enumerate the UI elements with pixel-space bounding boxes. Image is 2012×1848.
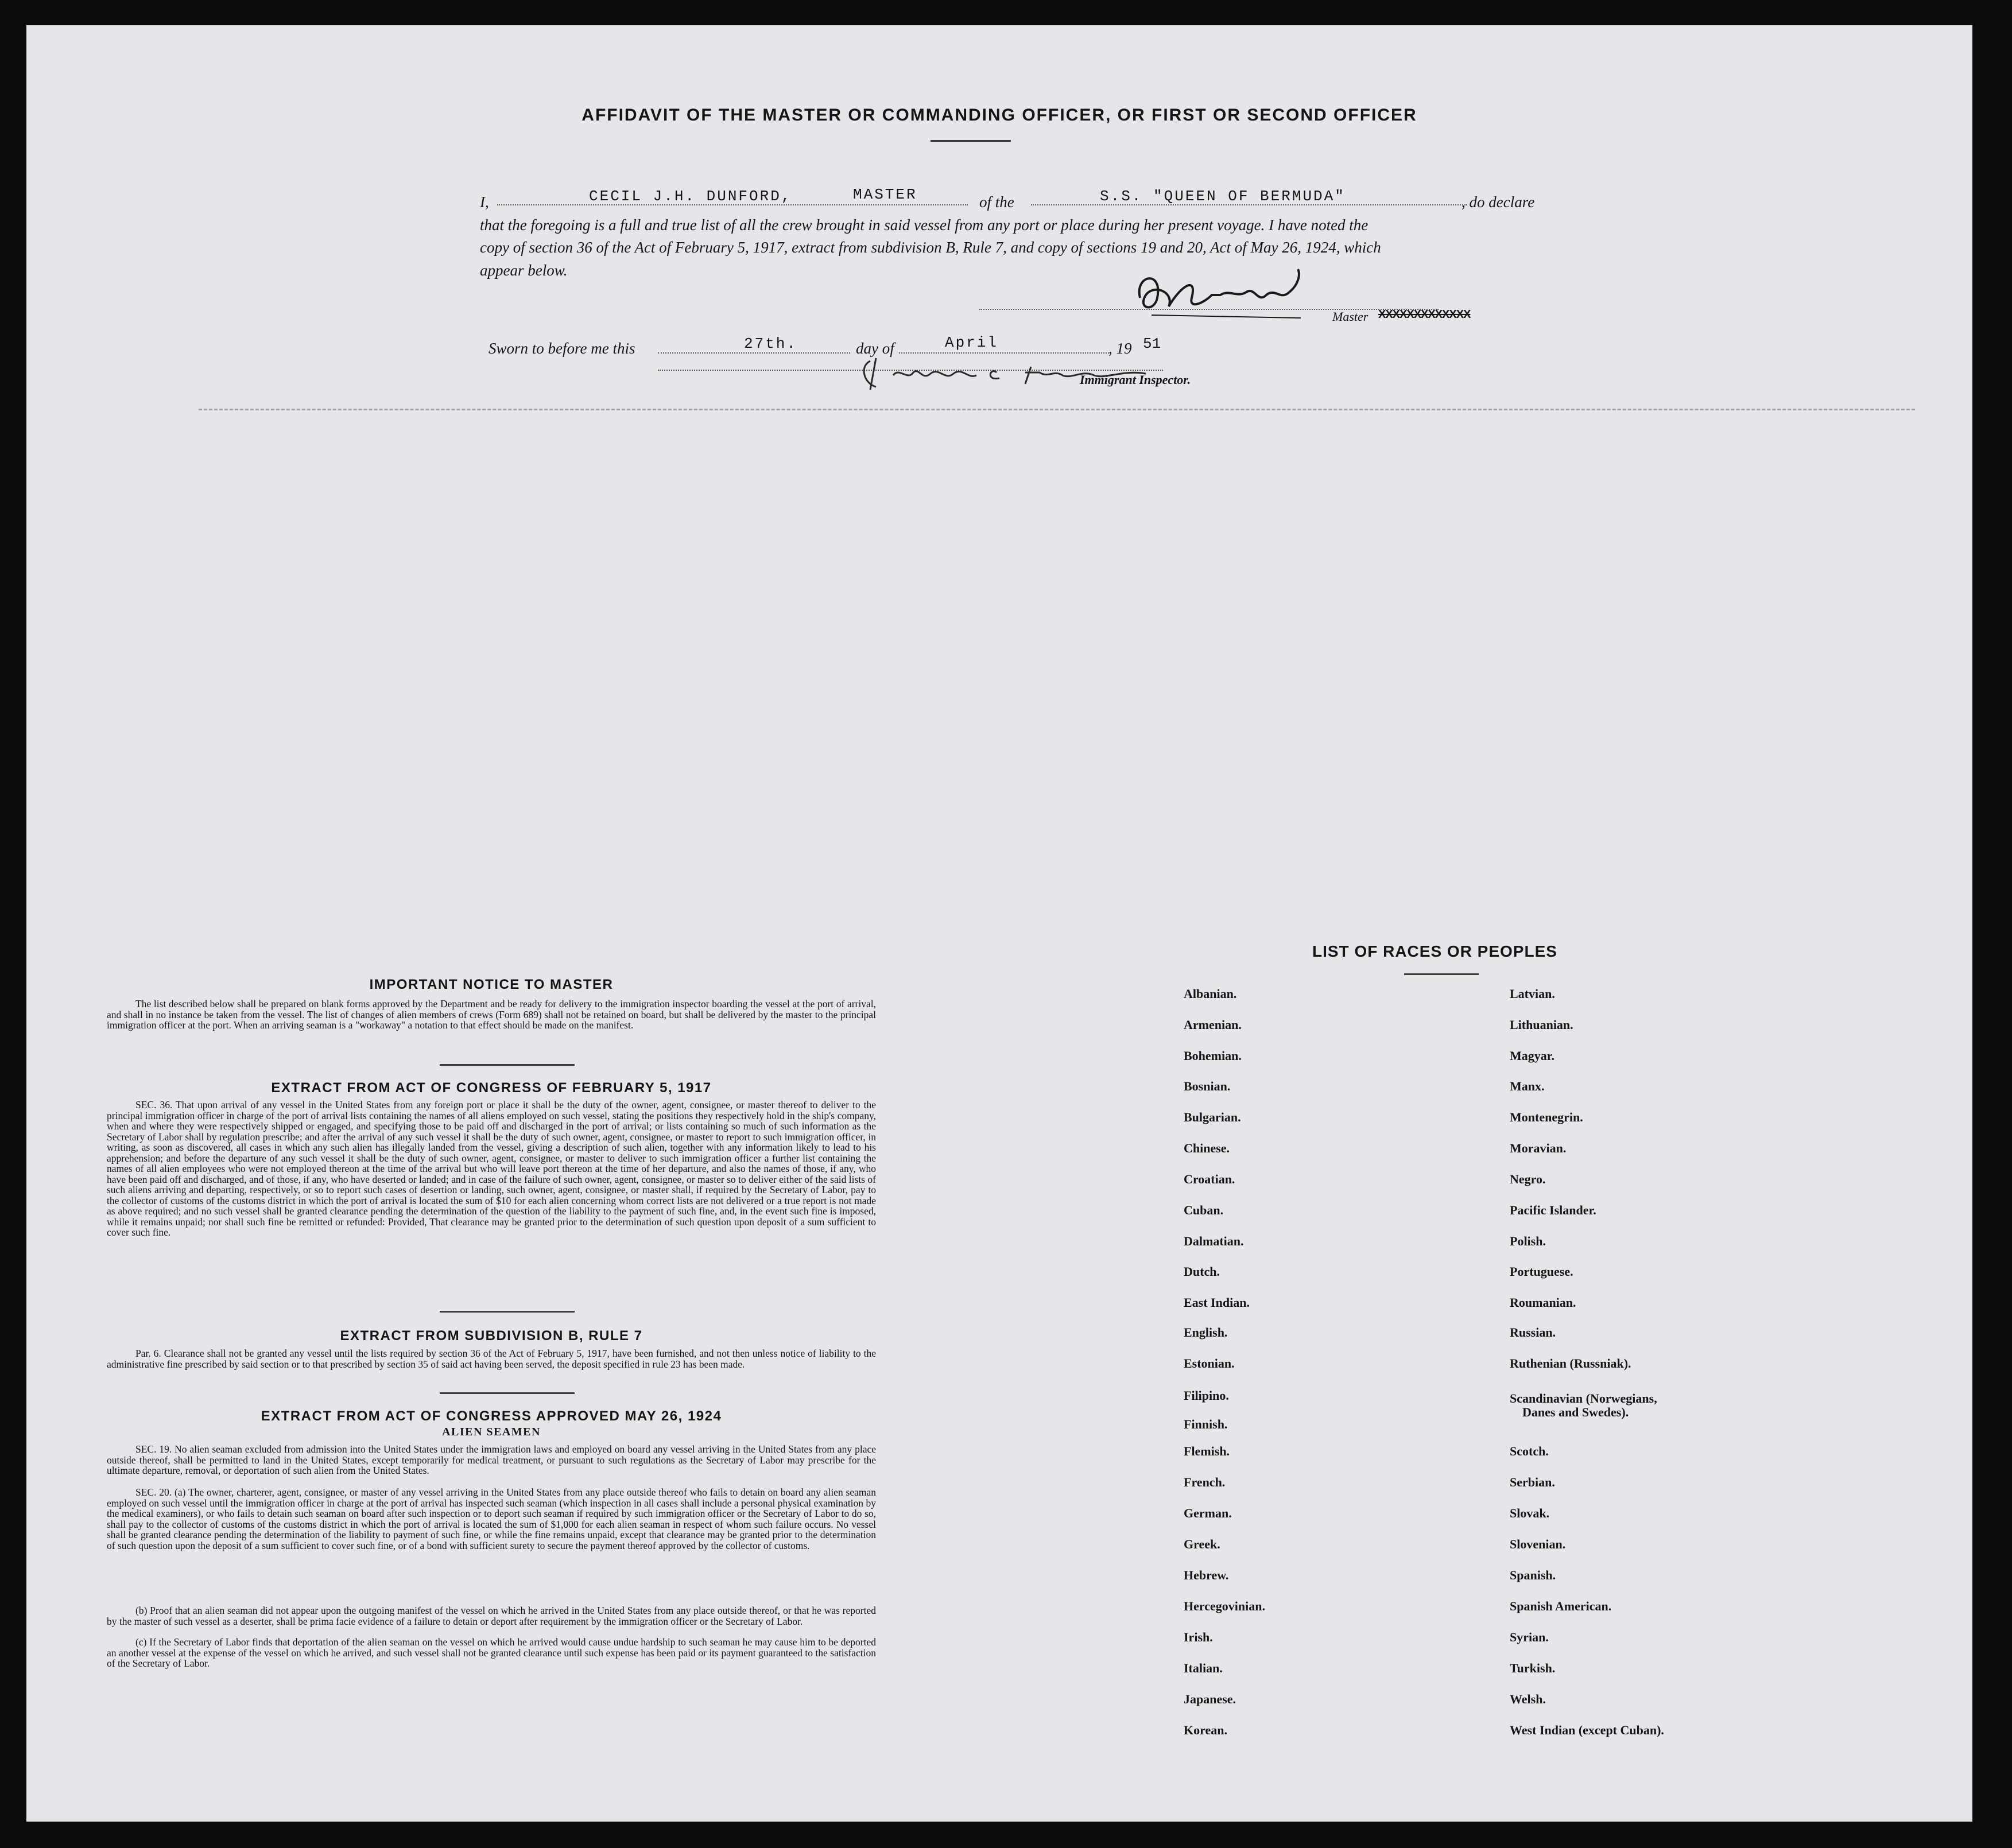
race-left-item: Bosnian.: [1184, 1079, 1231, 1093]
race-left-item: French.: [1184, 1475, 1226, 1489]
race-left-item: Japanese.: [1184, 1692, 1236, 1706]
race-left-item: Flemish.: [1184, 1444, 1230, 1458]
race-left-item: Irish.: [1184, 1630, 1213, 1644]
title-divider: [931, 140, 1011, 142]
race-right-item: Turkish.: [1510, 1661, 1556, 1675]
document-page: [26, 25, 1972, 1822]
sworn-day-line: [658, 352, 850, 354]
inspector-label: Immigrant Inspector.: [1080, 372, 1191, 387]
extract-rule7-divider: [440, 1392, 575, 1394]
race-right-item: Slovak.: [1510, 1506, 1550, 1520]
sworn-prefix: Sworn to before me this: [489, 340, 635, 357]
master-rank: MASTER: [853, 186, 917, 203]
of-the-label: of the: [979, 193, 1014, 211]
races-divider: [1404, 973, 1479, 975]
affidavit-line2: that the foregoing is a full and true list of all the crew brought in said vessel from any port or place during her present voyage. I have noted the: [480, 216, 1369, 234]
extract-1917-title: EXTRACT FROM ACT OF CONGRESS OF FEBRUARY 5, 1917: [271, 1080, 712, 1096]
race-left-item: Hercegovinian.: [1184, 1599, 1265, 1613]
races-title: LIST OF RACES OR PEOPLES: [1312, 942, 1557, 960]
race-right-item: Pacific Islander.: [1510, 1203, 1596, 1217]
race-left-item: Hebrew.: [1184, 1568, 1229, 1582]
race-right-item: Manx.: [1510, 1079, 1545, 1093]
race-right-item: Scotch.: [1510, 1444, 1549, 1458]
extract-1924-sec19: SEC. 19. No alien seaman excluded from admission into the United States under the immigration laws and employed on board any vessel arriving in the United States from any place outside thereof, shall be permitted to land in the United States, except temporarily for medical treatment, or pursuant to such regulations as the Secretary of Labor may prescribe for the ultimate departure, removal, or deportation of such alien from the United States.: [107, 1443, 876, 1476]
race-left-item: German.: [1184, 1506, 1232, 1520]
race-right-item: Montenegrin.: [1510, 1110, 1583, 1124]
race-right-item: Portuguese.: [1510, 1264, 1573, 1279]
race-right-item: Russian.: [1510, 1325, 1556, 1340]
year-prefix: , 19: [1108, 340, 1132, 357]
extract-1924-sec20a: SEC. 20. (a) The owner, charterer, agent, consignee, or master of any vessel arriving in the United States from any place outside thereof who fails to detain on board any alien seaman employed on such vessel until the immigration officer in charge at the port of arrival has inspected such seaman (which inspection in all cases shall include a personal physical examination by the medical examiners), or who fails to detain such seaman on board after such inspection or to deport such seaman if required by such immigration officer or the Secretary of Labor to do so, shall pay to the collector of customs of the customs district in which the port of arrival is located the sum of $1,000 for each alien seaman in respect of whom such failure occurs. No vessel shall be granted clearance pending the determination of the liability to payment of such fine, or while the fine remains unpaid, except that clearance may be granted prior to the determination of such question upon the deposit of a sum sufficient to cover such fine, or of a bond with sufficient surety to secure the payment thereof approved by the collector of customs.: [107, 1486, 876, 1551]
race-right-item: Scandinavian (Norwegians,: [1510, 1391, 1657, 1406]
extract-rule7-title: EXTRACT FROM SUBDIVISION B, RULE 7: [340, 1328, 643, 1344]
extract-rule7-text: Par. 6. Clearance shall not be granted any vessel until the lists required by section 36 of the Act of February 5, 1917, have been furnished, and not then unless notice of liability to the administrative fine prescribed by said section or to that prescribed by section 35 of said act having been served, the deposit specified in rule 23 has been made.: [107, 1348, 876, 1370]
race-right-item: Roumanian.: [1510, 1295, 1576, 1310]
extract-1924-subtitle: ALIEN SEAMEN: [442, 1426, 541, 1438]
affidavit-title: AFFIDAVIT OF THE MASTER OR COMMANDING OFFICER, OR FIRST OR SECOND OFFICER: [581, 106, 1417, 125]
race-right-item: Serbian.: [1510, 1475, 1555, 1489]
master-struck-text: XXXXXXXXXXXXX: [1378, 308, 1471, 321]
race-left-item: English.: [1184, 1325, 1228, 1340]
race-right-item: Spanish.: [1510, 1568, 1556, 1582]
race-left-item: Finnish.: [1184, 1417, 1228, 1431]
race-right-item: Ruthenian (Russniak).: [1510, 1356, 1631, 1371]
extract-1924-sec20c: (c) If the Secretary of Labor finds that deportation of the alien seaman on the vessel on which he arrived would cause undue hardship to such seaman he may cause him to be deported an another vessel at the expense of the vessel on which he arrived, and such vessel shall not be granted clearance until such expense has been paid or its payment guaranteed to the satisfaction of the Secretary of Labor.: [107, 1636, 876, 1669]
affidavit-line1-prefix: I,: [480, 193, 489, 211]
race-left-item: Dalmatian.: [1184, 1234, 1244, 1248]
race-right-item: Lithuanian.: [1510, 1018, 1573, 1032]
race-right-item: Latvian.: [1510, 987, 1555, 1001]
race-left-item: Greek.: [1184, 1537, 1220, 1551]
race-left-item: Croatian.: [1184, 1172, 1235, 1186]
notice-title: IMPORTANT NOTICE TO MASTER: [369, 977, 614, 992]
race-left-item: East Indian.: [1184, 1295, 1250, 1310]
affidavit-line3: copy of section 36 of the Act of February 5, 1917, extract from subdivision B, Rule 7, and copy of sections 19 and 20, Act of May 26, 1924, which: [480, 239, 1381, 256]
race-left-item: Estonian.: [1184, 1356, 1235, 1371]
race-right-item: West Indian (except Cuban).: [1510, 1723, 1664, 1737]
sworn-day: 27th.: [744, 335, 798, 352]
do-declare-label: , do declare: [1461, 193, 1535, 211]
race-left-item: Albanian.: [1184, 987, 1237, 1001]
race-right-item: Danes and Swedes).: [1522, 1405, 1629, 1419]
notice-divider: [440, 1064, 575, 1066]
extract-1917-text: SEC. 36. That upon arrival of any vessel in the United States from any foreign port or place it shall be the duty of the owner, agent, consignee, or master thereof to deliver to the principal immigration officer in charge of the port of arrival lists containing the names of all aliens employed on such vessel, stating the positions they respectively hold in the ship's company, when and where they were respectively shipped or engaged, and specifying those to be paid off and discharged in the port of arrival; or lists containing so much of such information as the Secretary of Labor shall by regulation prescribe; and after the arrival of any such vessel it shall be the duty of such owner, agent, consignee, or master to report to such immigration officer, in writing, as soon as discovered, all cases in which any such alien has illegally landed from the vessel, giving a description of such alien, together with any information likely to lead to his apprehension; and before the departure of any such vessel it shall be the duty of such owner, agent, consignee, or master to deliver to such immigration officer a further list containing the names of all alien employees who were not employed thereon at the time of the arrival but who will leave port thereon at the time of her departure, and also the names of those, if any, who have been paid off and discharged, and of those, if any, who have deserted or landed; and in case of the failure of such owner, agent, consignee, or master so to deliver either of the said lists of such aliens arriving and departing, respectively, or so to report such cases of desertion or landing, such owner, agent, consignee, or master shall, if required by the Secretary of Labor, pay to the collector of customs of the customs district in which the port of arrival is located the sum of $10 for each alien concerning whom correct lists are not delivered or a true report is not made as above required; and no such vessel shall be granted clearance pending the determination of the question of the liability to the payment of such fine, and, in the event such fine is imposed, while it remains unpaid; nor shall such fine be remitted or refunded: Provided, That clearance may be granted prior to the determination of such question upon deposit of a sum sufficient to cover such fine.: [107, 1099, 876, 1238]
extract-1924-title: EXTRACT FROM ACT OF CONGRESS APPROVED MAY 26, 1924: [261, 1408, 722, 1424]
race-right-item: Slovenian.: [1510, 1537, 1566, 1551]
race-right-item: Polish.: [1510, 1234, 1546, 1248]
race-right-item: Negro.: [1510, 1172, 1546, 1186]
affidavit-line4: appear below.: [480, 262, 568, 279]
master-signature: [1129, 263, 1324, 327]
master-label: Master: [1332, 309, 1369, 324]
race-left-item: Dutch.: [1184, 1264, 1220, 1279]
race-left-item: Bulgarian.: [1184, 1110, 1241, 1124]
race-left-item: Chinese.: [1184, 1141, 1230, 1155]
race-left-item: Filipino.: [1184, 1388, 1229, 1403]
race-right-item: Moravian.: [1510, 1141, 1567, 1155]
faint-dashed-rule: [199, 409, 1915, 410]
year-suffix: 51: [1143, 335, 1161, 352]
race-right-item: Magyar.: [1510, 1049, 1555, 1063]
race-right-item: Syrian.: [1510, 1630, 1549, 1644]
extract-1917-divider: [440, 1311, 575, 1313]
race-right-item: Welsh.: [1510, 1692, 1546, 1706]
race-left-item: Armenian.: [1184, 1018, 1242, 1032]
extract-1924-sec20b: (b) Proof that an alien seaman did not appear upon the outgoing manifest of the vessel on which he arrived in the United States from any place outside thereof, or that he was reported by the master of such vessel as a deserter, shall be prima facie evidence of a failure to detain or deport after requirement by the immigration officer or the Secretary of Labor.: [107, 1605, 876, 1627]
race-left-item: Italian.: [1184, 1661, 1223, 1675]
notice-text: The list described below shall be prepared on blank forms approved by the Department and be ready for delivery to the immigration inspector boarding the vessel at the port of arrival, and shall in no instance be taken from the vessel. The list of changes of alien members of crews (Form 689) shall not be retained on board, but shall be delivered by the master to the principal immigration officer at the port. When an arriving seaman is a "workaway" a notation to that effect should be made on the manifest.: [107, 998, 876, 1031]
master-name: CECIL J.H. DUNFORD,: [589, 188, 792, 205]
day-of-label: day of: [856, 340, 894, 357]
race-right-item: Spanish American.: [1510, 1599, 1612, 1613]
sworn-month: April: [945, 334, 999, 351]
race-left-item: Bohemian.: [1184, 1049, 1242, 1063]
race-left-item: Cuban.: [1184, 1203, 1224, 1217]
vessel-name: S.S. "QUEEN OF BERMUDA": [1100, 188, 1346, 205]
race-left-item: Korean.: [1184, 1723, 1227, 1737]
